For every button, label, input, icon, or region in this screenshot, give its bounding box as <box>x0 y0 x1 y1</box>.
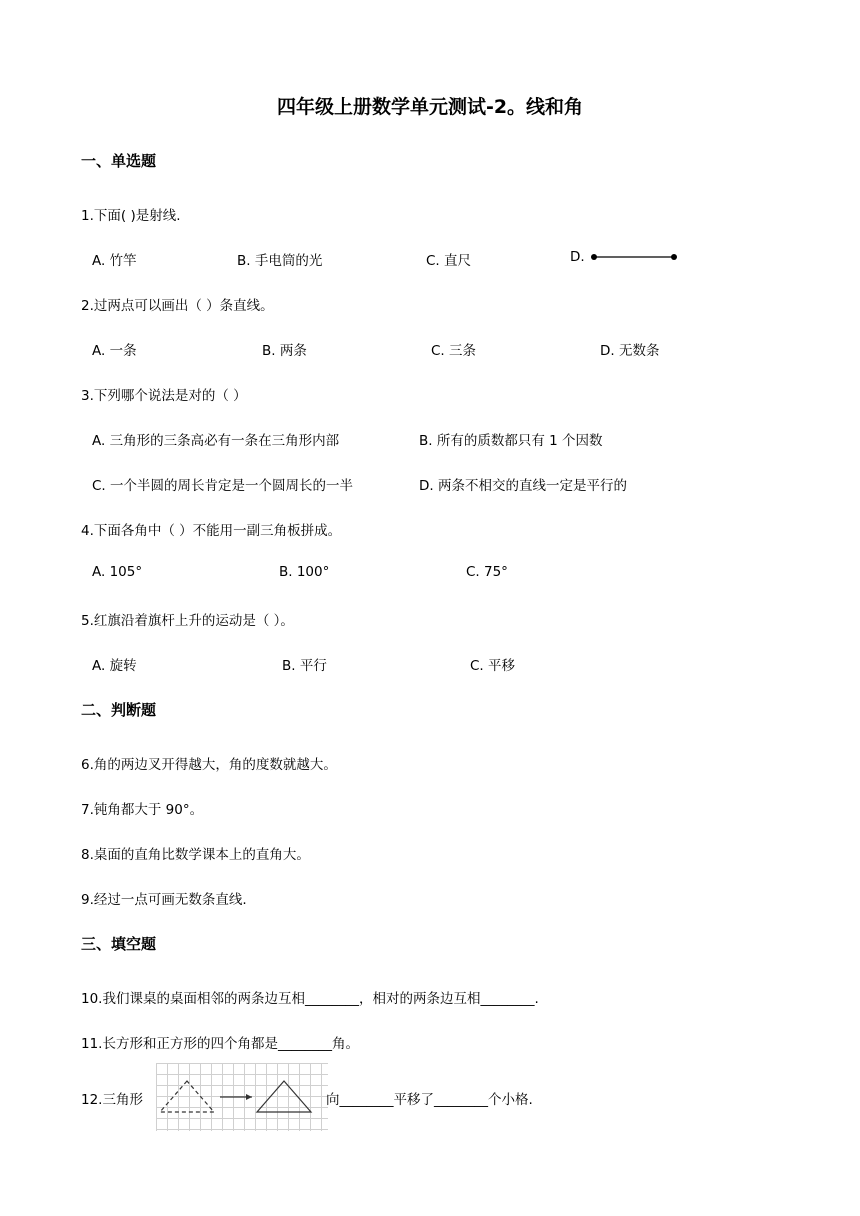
section-heading-fill-blank: 三、填空题 <box>81 935 157 953</box>
q3-option-b: B. 所有的质数都只有 1 个因数 <box>419 433 603 449</box>
question-10: 10.我们课桌的桌面相邻的两条边互相________，相对的两条边互相________. <box>81 991 539 1007</box>
q3-option-a: A. 三角形的三条高必有一条在三角形内部 <box>92 433 340 449</box>
question-7: 7.钝角都大于 90°。 <box>81 802 204 818</box>
line-segment-icon <box>589 252 679 262</box>
q5-option-c: C. 平移 <box>470 658 516 674</box>
question-2: 2.过两点可以画出（ ）条直线。 <box>81 298 274 314</box>
q2-option-b: B. 两条 <box>262 343 307 359</box>
question-11: 11.长方形和正方形的四个角都是________角。 <box>81 1036 359 1052</box>
q1-option-a: A. 竹竿 <box>92 253 137 269</box>
q1-option-b: B. 手电筒的光 <box>237 253 323 269</box>
page-title: 四年级上册数学单元测试-2。线和角 <box>276 96 584 118</box>
q4-option-c: C. 75° <box>466 564 508 580</box>
section-heading-single-choice: 一、单选题 <box>81 152 157 170</box>
section-heading-true-false: 二、判断题 <box>81 701 157 719</box>
q2-option-c: C. 三条 <box>431 343 477 359</box>
q4-option-b: B. 100° <box>279 564 330 580</box>
q5-option-b: B. 平行 <box>282 658 327 674</box>
q1-option-d <box>570 249 679 265</box>
q1-option-d-label: D. <box>570 249 585 265</box>
triangle-translation-grid <box>156 1063 328 1131</box>
question-4: 4.下面各角中（ ）不能用一副三角板拼成。 <box>81 523 342 539</box>
question-6: 6.角的两边叉开得越大，角的度数就越大。 <box>81 757 337 773</box>
q2-option-d: D. 无数条 <box>600 343 660 359</box>
question-1: 1.下面( )是射线. <box>81 208 181 224</box>
question-9: 9.经过一点可画无数条直线. <box>81 892 247 908</box>
q2-option-a: A. 一条 <box>92 343 137 359</box>
question-5: 5.红旗沿着旗杆上升的运动是（ ）。 <box>81 613 294 629</box>
q3-option-d: D. 两条不相交的直线一定是平行的 <box>419 478 627 494</box>
q3-option-c: C. 一个半圆的周长肯定是一个圆周长的一半 <box>92 478 354 494</box>
q1-option-c: C. 直尺 <box>426 253 472 269</box>
question-12-prefix: 12.三角形 <box>81 1092 143 1108</box>
question-8: 8.桌面的直角比数学课本上的直角大。 <box>81 847 310 863</box>
q4-option-a: A. 105° <box>92 564 143 580</box>
q5-option-a: A. 旋转 <box>92 658 137 674</box>
question-3: 3.下列哪个说法是对的（ ） <box>81 388 247 404</box>
question-12-suffix: 向________平移了________个小格. <box>326 1092 533 1108</box>
